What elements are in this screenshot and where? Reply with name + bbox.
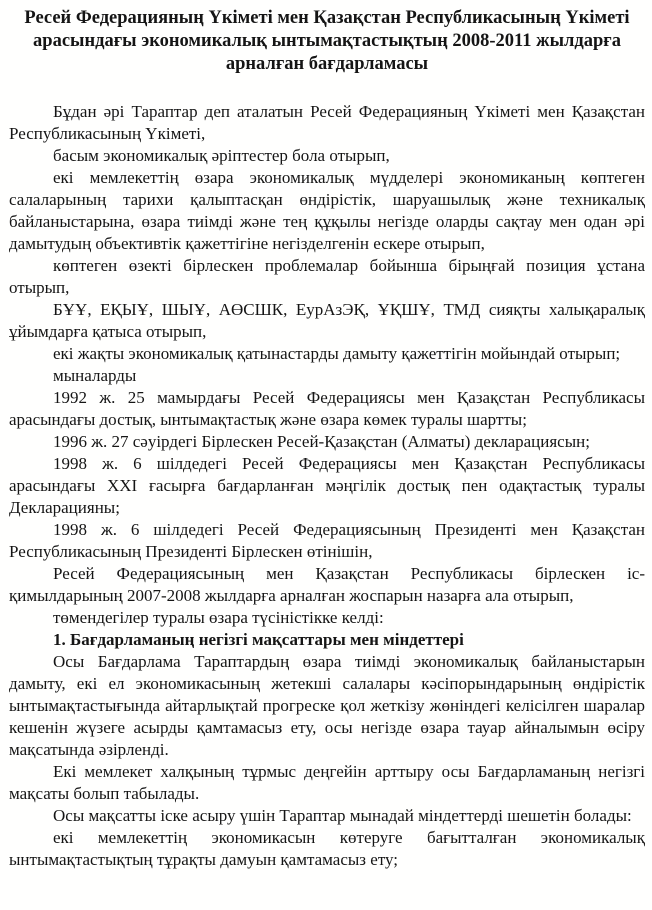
section-heading: 1. Бағдарламаның негізгі мақсаттары мен міндеттері [53,630,464,649]
paragraph: Бұдан әрі Тараптар деп аталатын Ресей Федерацияның Үкіметі мен Қазақстан Республикасының Үкіметі, [9,102,645,143]
title-line: арасындағы экономикалық ынтымақтастықтың 2008-2011 жылдарға [33,31,621,51]
title-line: арналған бағдарламасы [225,54,429,74]
paragraph: Екі мемлекет халқының тұрмыс деңгейін арттыру осы Бағдарламаның негізгі мақсаты болып табылады. [9,762,645,803]
document-title [9,7,645,76]
paragraph: 1998 ж. 6 шілдедегі Ресей Федерациясы мен Қазақстан Республикасы арасындағы XXI ғасырға бағдарланған мәңгілік достық пен одақтастық туралы Декларацияны; [9,454,645,517]
paragraph: төмендегілер туралы өзара түсіністікке келді: [53,608,384,627]
paragraph: екі жақты экономикалық қатынастарды дамыту қажеттігін мойындай отырып; [53,344,621,363]
paragraph: Ресей Федерациясының мен Қазақстан Республикасы бірлескен іс-қимылдарының 2007-2008 жылдарға арналған жоспарын назарға ала отырып, [9,564,645,605]
document-body [9,101,645,871]
paragraph: басым экономикалық әріптестер бола отырып, [53,146,390,165]
paragraph: екі мемлекеттің өзара экономикалық мүдделері экономиканың көптеген салаларының тарихи қалыптасқан өндірістік, шаруашылық және техникалық байланыстарына, өзара тиімді және тең құқылы негізде оларды сақтау мен одан әрі дамытудың объективтік қажеттігіне негізделгенін ескере отырып, [9,168,645,253]
paragraph: Осы Бағдарлама Тараптардың өзара тиімді экономикалық байланыстарын дамыту, екі ел экономикасының жетекші салалары кәсіпорындарының өндірістік ынтымақтастығында айтарлықтай прогреске қол жеткізу жөніндегі келісілген шаралар кешенін жүзеге асырды қамтамасыз ету, осы негізде өзара тауар айналымын өсіру мақсатында әзірленді. [9,652,645,759]
paragraph: Осы мақсатты іске асыру үшін Тараптар мынадай міндеттерді шешетін болады: [53,806,632,825]
paragraph: БҰҰ, ЕҚЫҰ, ШЫҰ, АӨСШК, ЕурАзЭҚ, ҰҚШҰ, ТМД сияқты халықаралық ұйымдарға қатыса отырып, [9,300,645,341]
paragraph: екі мемлекеттің экономикасын көтеруге бағытталған экономикалық ынтымақтастықтың тұрақты дамуын қамтамасыз ету; [9,828,645,869]
paragraph: мыналарды [53,366,137,385]
paragraph: 1992 ж. 25 мамырдағы Ресей Федерациясы мен Қазақстан Республикасы арасындағы достық, ынтымақтастық және өзара көмек туралы шартты; [9,388,645,429]
paragraph: көптеген өзекті бірлескен проблемалар бойынша бірыңғай позиция ұстана отырып, [9,256,645,297]
paragraph: 1996 ж. 27 сәуірдегі Бірлескен Ресей-Қазақстан (Алматы) декларациясын; [53,432,590,451]
title-line: Ресей Федерацияның Үкіметі мен Қазақстан Республикасының Үкіметі [24,8,630,28]
paragraph: 1998 ж. 6 шілдедегі Ресей Федерациясының Президенті мен Қазақстан Республикасының Президенті Бірлескен өтінішін, [9,520,645,561]
